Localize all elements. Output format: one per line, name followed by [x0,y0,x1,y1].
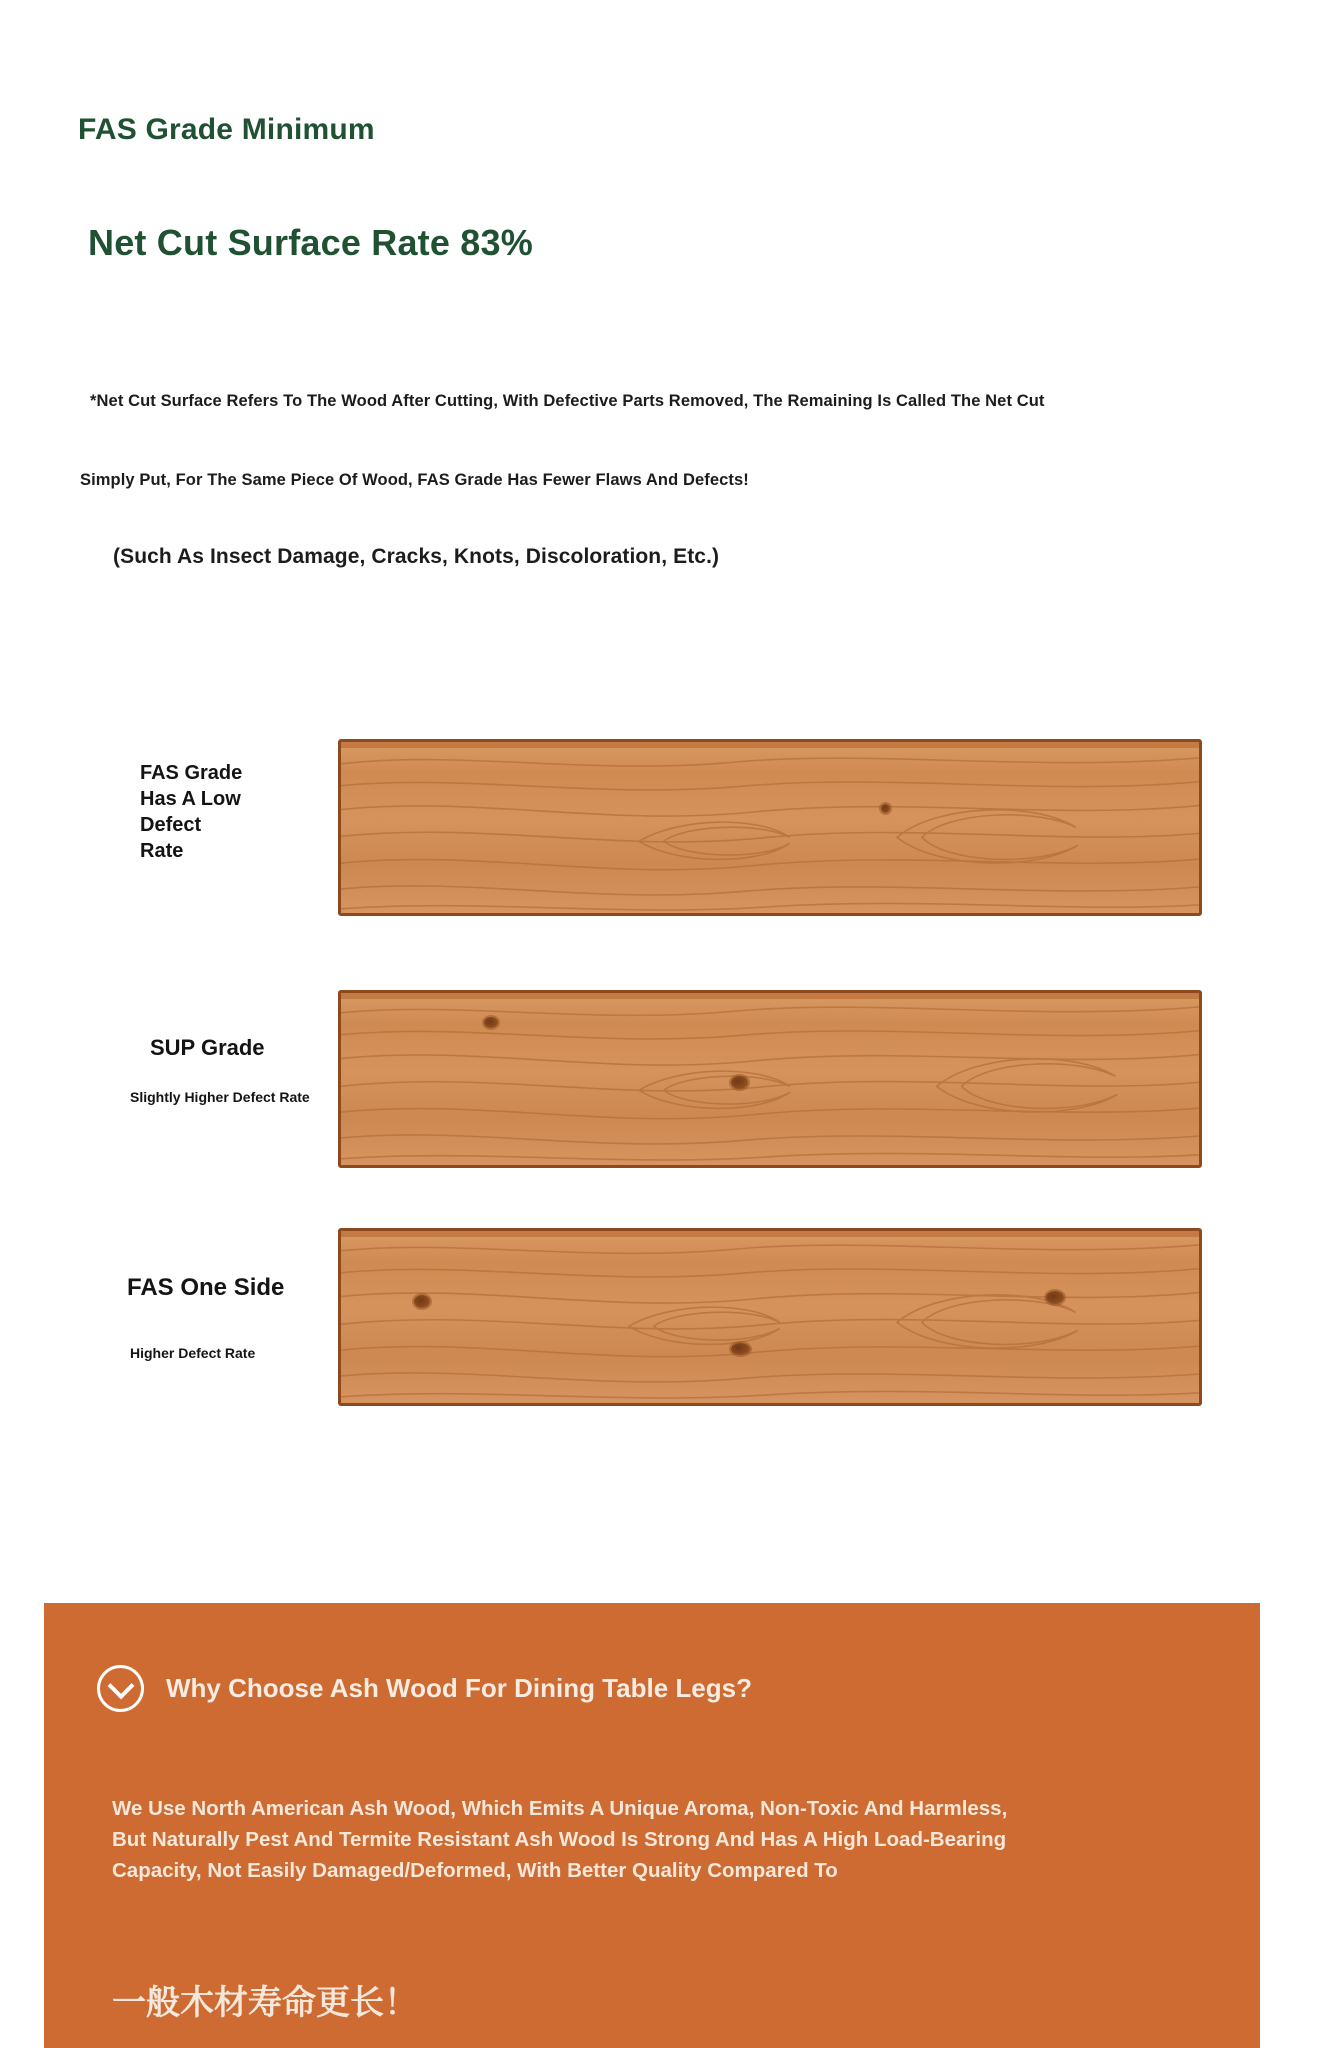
page-subtitle: Net Cut Surface Rate 83% [88,222,533,263]
wood-grain-icon [341,742,1199,916]
defect-knot [414,1295,430,1308]
board-label-fas-grade: FAS Grade Has A Low Defect Rate [140,762,243,862]
info-panel-header[interactable] [97,1665,752,1712]
board-top-edge-icon [341,1231,1199,1237]
note-simply-put: Simply Put, For The Same Piece Of Wood, FAS Grade Has Fewer Flaws And Defects! [80,471,749,489]
board-label-sup-grade: SUP Grade [150,1035,265,1060]
wood-board-fas-grade [338,739,1202,916]
page-title: FAS Grade Minimum [78,113,375,146]
board-sublabel-sup-grade: Slightly Higher Defect Rate [130,1089,310,1105]
defect-knot [1046,1291,1064,1304]
note-net-cut-definition: *Net Cut Surface Refers To The Wood After Cutting, With Defective Parts Removed, The Remaining Is Called The Net Cut [90,392,1045,410]
defect-knot [881,804,890,813]
wood-grain-icon [341,1231,1199,1406]
chevron-down-circle-icon[interactable] [97,1665,144,1712]
board-label-fas-one-side: FAS One Side [127,1274,285,1301]
wood-grain-icon [341,993,1199,1168]
note-such-as: (Such As Insect Damage, Cracks, Knots, Discoloration, Etc.) [113,545,720,568]
board-top-edge-icon [341,742,1199,748]
info-panel-body-cn: 一般木材寿命更长！ [112,1984,418,2022]
wood-board-sup-grade [338,990,1202,1168]
defect-knot [731,1343,750,1355]
info-panel-title: Why Choose Ash Wood For Dining Table Legs? [166,1673,752,1703]
defect-knot [484,1017,498,1028]
defect-knot [731,1076,748,1089]
board-sublabel-fas-one-side: Higher Defect Rate [130,1345,256,1361]
wood-board-fas-one-side [338,1228,1202,1406]
board-top-edge-icon [341,993,1199,999]
info-panel-body: We Use North American Ash Wood, Which Emits A Unique Aroma, Non-Toxic And Harmless, But Naturally Pest And Termite Resistant Ash Wood Is Strong And Has A High Load-Bearing Capacity, Not Easily Damaged/Deformed, With Better Quality Compared To [112,1797,1008,1882]
